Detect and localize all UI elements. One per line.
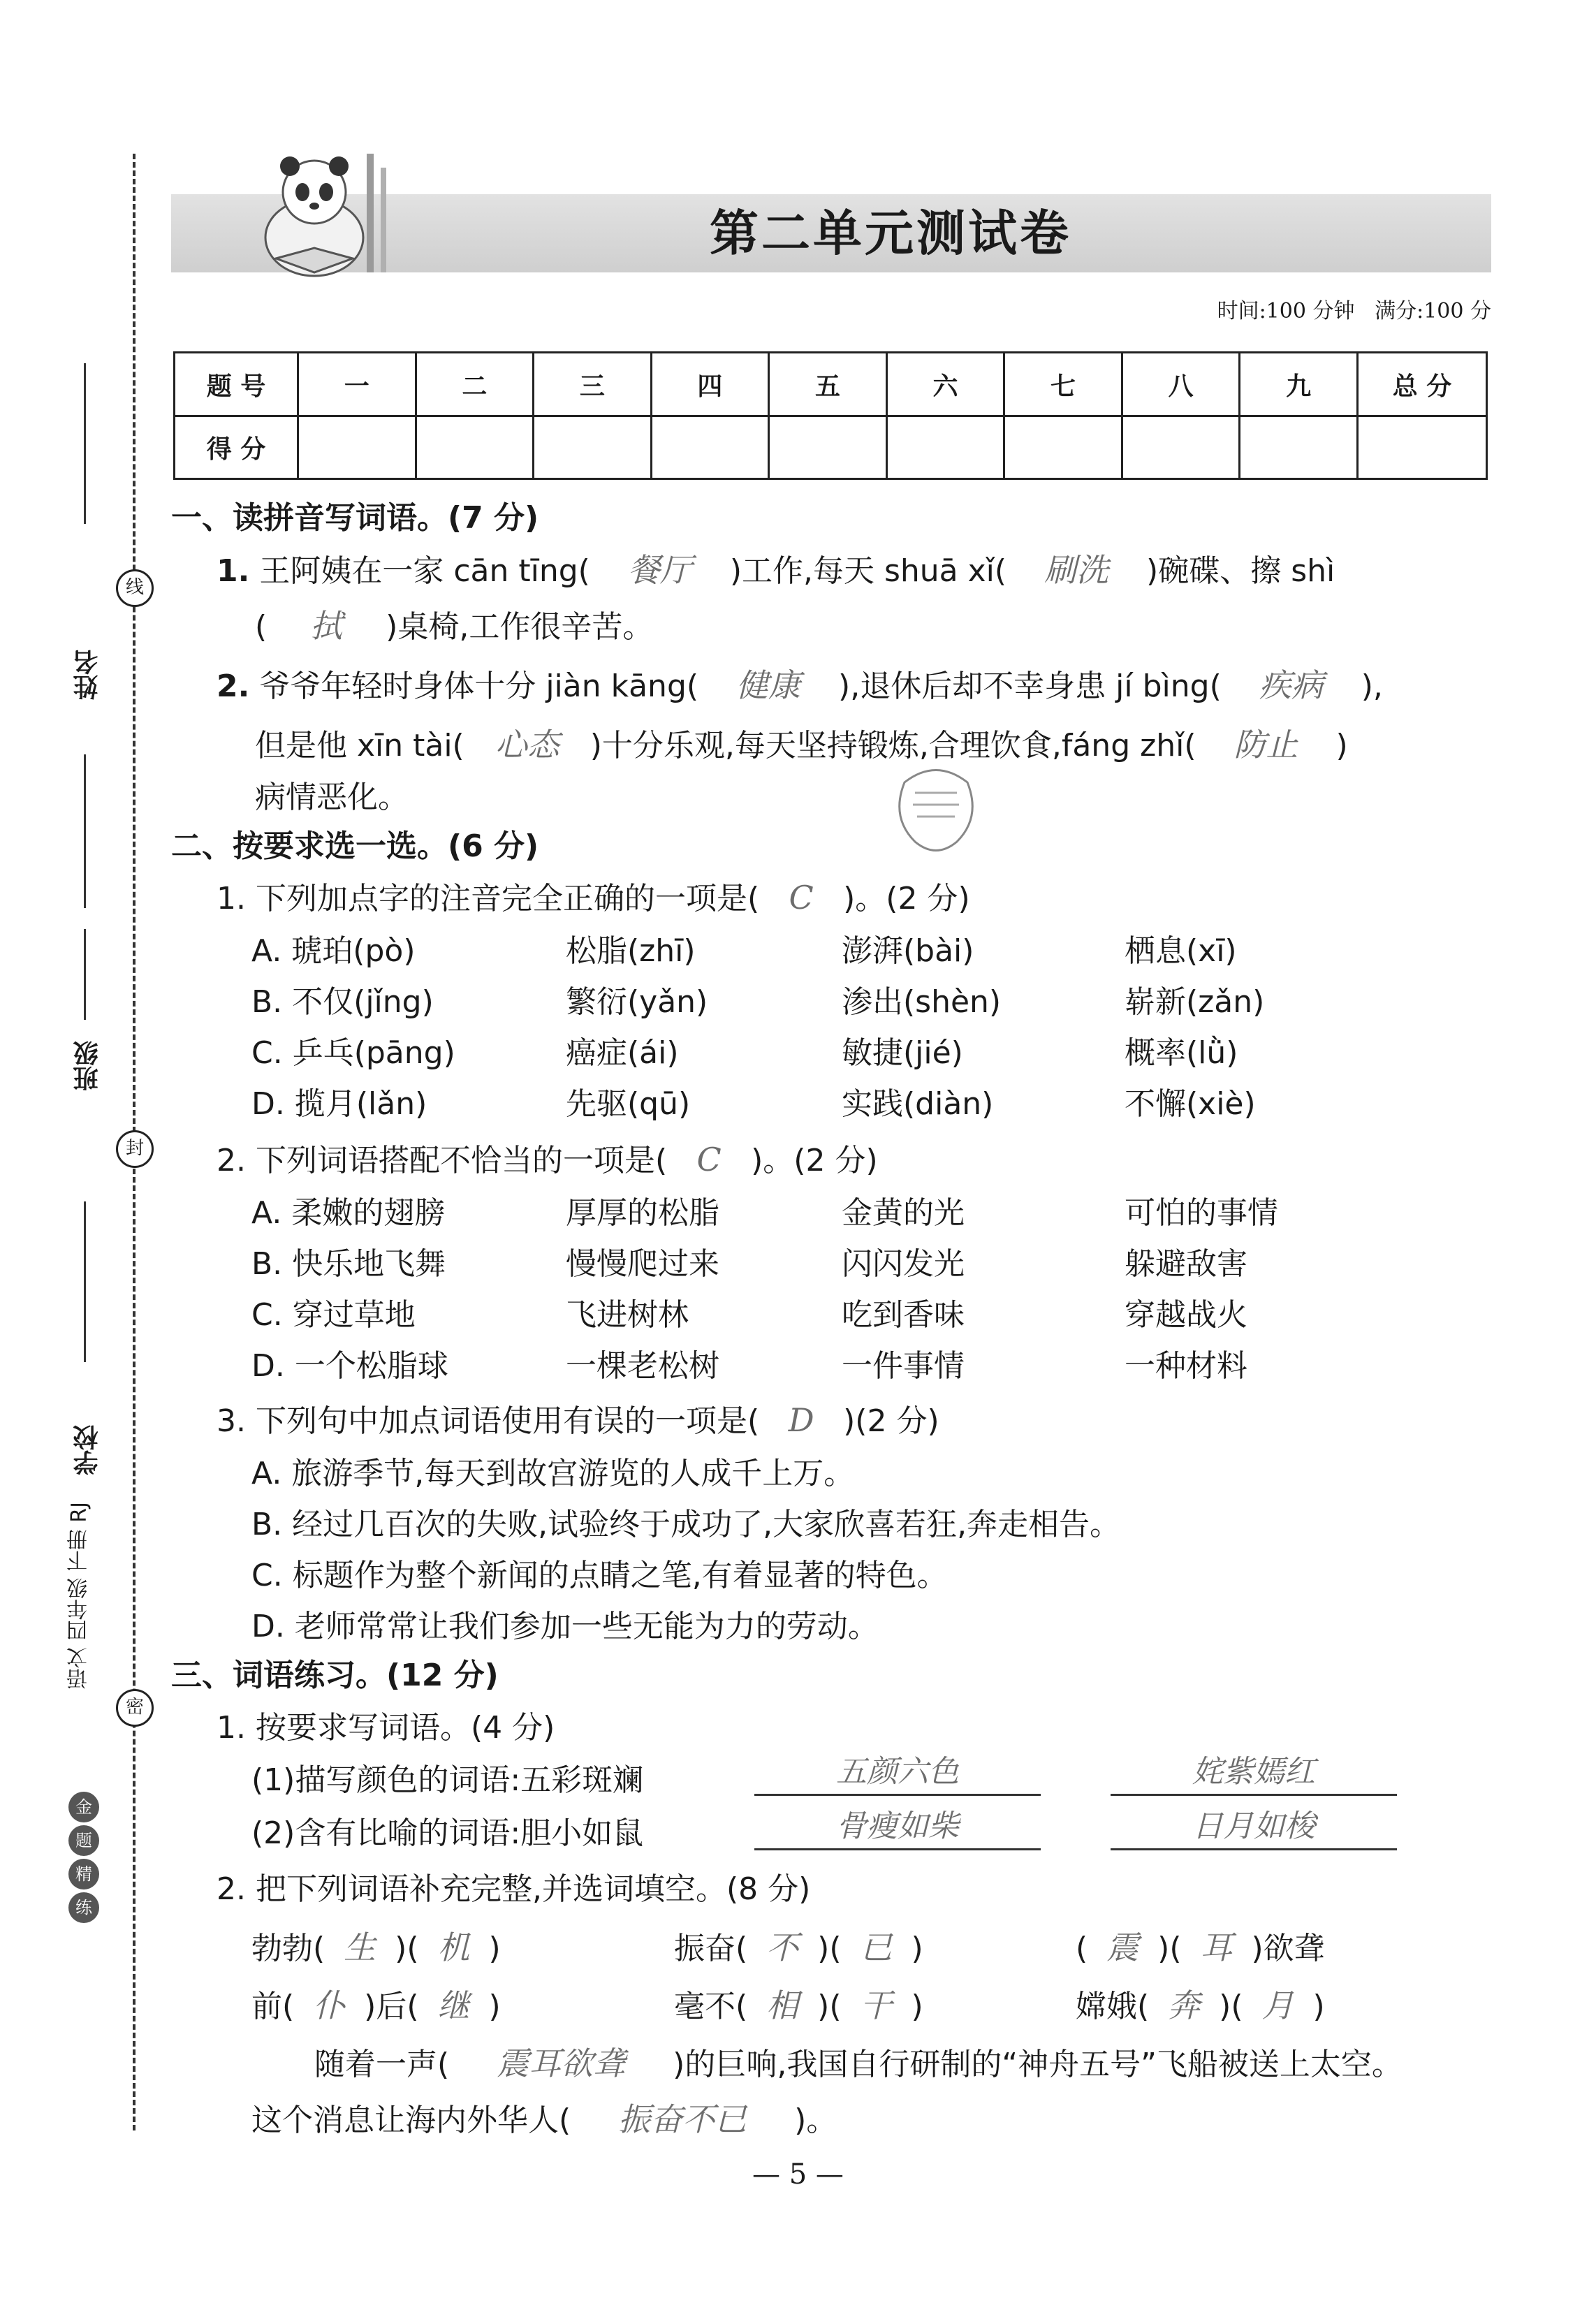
idiom-text: 振奋( <box>674 1931 748 1966</box>
sentence-text: 这个消息让海内外华人( <box>251 2103 571 2138</box>
answer-blank[interactable]: 机 <box>437 1929 470 1966</box>
answer-blank[interactable]: 月 <box>1261 1987 1294 2024</box>
option-cell: 渗出(shèn) <box>842 984 1002 1020</box>
option-cell: 繁衍(yǎn) <box>566 984 708 1020</box>
class-line <box>84 929 86 1020</box>
stamp-icon <box>891 761 981 859</box>
s3-q2-row2b <box>674 1980 923 2026</box>
full-score: 满分:100 分 <box>1375 299 1491 323</box>
option-cell: C. 穿过草地 <box>251 1297 416 1333</box>
score-cell[interactable] <box>1358 416 1487 479</box>
answer-blank[interactable]: 防止 <box>1233 726 1298 763</box>
binding-strip <box>0 0 161 2310</box>
s3-q1-row2-label: (2)含有比喻的词语:胆小如鼠 <box>251 1815 644 1851</box>
score-cell[interactable] <box>1122 416 1240 479</box>
question-number: 2. <box>217 668 250 704</box>
table-header-cell: 五 <box>769 353 887 416</box>
score-cell[interactable] <box>769 416 887 479</box>
s1-q2-line3: 病情恶化。 <box>255 780 409 815</box>
table-header-cell: 三 <box>534 353 652 416</box>
table-header-cell: 二 <box>416 353 534 416</box>
s3-q2-row2 <box>251 1980 501 2026</box>
option-cell: D. 一个松脂球 <box>251 1348 448 1384</box>
answer-underline <box>754 1794 1041 1796</box>
question-text: ), <box>1361 668 1383 704</box>
bind-mark-xian: 线 <box>116 569 154 607</box>
option-cell: 可怕的事情 <box>1125 1195 1278 1231</box>
table-header-cell: 九 <box>1240 353 1358 416</box>
score-table-header <box>175 353 1487 416</box>
name-line <box>84 363 86 524</box>
option-cell: 崭新(zǎn) <box>1125 984 1265 1020</box>
page-number: — 5 — <box>752 2158 844 2191</box>
score-cell[interactable] <box>1004 416 1122 479</box>
answer-blank[interactable]: 耳 <box>1200 1929 1233 1966</box>
name-label: 姓名 <box>73 650 102 700</box>
option-cell: 闪闪发光 <box>842 1246 965 1282</box>
score-cell[interactable] <box>416 416 534 479</box>
answer-blank[interactable]: 刷洗 <box>1044 551 1109 589</box>
option-cell: 不懈(xiè) <box>1125 1086 1256 1122</box>
s1-q2-line1 <box>217 660 1383 706</box>
answer-blank[interactable]: 振奋不已 <box>618 2100 747 2138</box>
section1-title: 一、读拼音写词语。(7 分) <box>171 500 539 536</box>
question-text: )碗碟、擦 shì <box>1146 553 1335 589</box>
answer-blank[interactable]: 已 <box>860 1929 893 1966</box>
s2-q3-option: C. 标题作为整个新闻的点睛之笔,有着显著的特色。 <box>251 1558 948 1593</box>
idiom-text: )( <box>817 1989 842 2024</box>
class-line-top <box>84 754 86 908</box>
option-cell: 实践(diàn) <box>842 1086 994 1122</box>
table-header-cell: 总 分 <box>1358 353 1487 416</box>
answer-blank[interactable]: 拭 <box>310 607 343 645</box>
s2-q3-option: D. 老师常常让我们参加一些无能为力的劳动。 <box>251 1609 879 1644</box>
question-text: 王阿姨在一家 cān tīng( <box>259 553 590 589</box>
question-text: )十分乐观,每天坚持锻炼,合理饮食,fáng zhǐ( <box>590 728 1196 763</box>
answer-blank[interactable]: 奔 <box>1168 1987 1201 2024</box>
idiom-text: )后( <box>364 1989 419 2024</box>
question-text: )工作,每天 shuā xǐ( <box>729 553 1007 589</box>
score-row-label: 得 分 <box>175 416 298 479</box>
table-header-cell: 四 <box>651 353 769 416</box>
s3-q2-sentence2 <box>251 2094 837 2140</box>
option-cell: 癌症(ái) <box>566 1035 679 1071</box>
answer-blank[interactable]: 不 <box>766 1929 799 1966</box>
idiom-text: )( <box>1157 1931 1182 1966</box>
option-cell: 慢慢爬过来 <box>566 1246 719 1282</box>
answer-blank[interactable]: 姹紫嫣红 <box>1192 1754 1315 1790</box>
answer-blank[interactable]: 健康 <box>736 666 801 704</box>
answer-blank[interactable]: C <box>696 1141 722 1178</box>
answer-blank[interactable]: 震 <box>1106 1929 1139 1966</box>
answer-blank[interactable]: 仆 <box>313 1987 346 2024</box>
option-cell: 飞进树林 <box>566 1297 689 1333</box>
option-cell: 先驱(qū) <box>566 1086 691 1122</box>
bind-mark-feng: 封 <box>116 1130 154 1168</box>
table-header-cell: 七 <box>1004 353 1122 416</box>
answer-blank[interactable]: 餐厅 <box>627 551 692 589</box>
s3-q2-row2c <box>1076 1980 1325 2026</box>
option-cell: 一棵老松树 <box>566 1348 719 1384</box>
question-number: 1. <box>217 553 250 589</box>
question-text: ) <box>1335 728 1348 763</box>
table-header-cell: 一 <box>298 353 416 416</box>
option-cell: D. 揽月(lǎn) <box>251 1086 427 1122</box>
question-text: 爷爷年轻时身体十分 jiàn kāng( <box>259 668 699 704</box>
answer-blank[interactable]: D <box>788 1401 814 1439</box>
score-table <box>173 351 1488 480</box>
idiom-text: ) <box>488 1931 501 1966</box>
s2-q2-stem <box>217 1135 878 1180</box>
idiom-text: ) <box>1312 1989 1325 2024</box>
answer-blank[interactable]: 心态 <box>495 726 559 763</box>
answer-underline <box>754 1848 1041 1850</box>
brand-badge: 金 <box>68 1792 99 1822</box>
question-text: 2. 下列词语搭配不恰当的一项是( <box>217 1143 668 1178</box>
s3-q2-row1 <box>251 1922 501 1968</box>
section2-title: 二、按要求选一选。(6 分) <box>171 828 539 864</box>
idiom-text: ) <box>488 1989 501 2024</box>
brand-badge: 精 <box>68 1859 99 1889</box>
option-cell: A. 琥珀(pò) <box>251 933 416 969</box>
sentence-text: )的巨响,我国自行研制的“神舟五号”飞船被送上太空。 <box>673 2047 1403 2082</box>
answer-blank[interactable]: 骨瘦如柴 <box>836 1808 959 1844</box>
table-header-cell: 八 <box>1122 353 1240 416</box>
answer-blank[interactable]: 干 <box>860 1987 893 2024</box>
exam-meta <box>1217 293 1491 324</box>
option-cell: 金黄的光 <box>842 1195 965 1231</box>
question-text: ),退休后却不幸身患 jí bìng( <box>838 668 1222 704</box>
s2-q3-option: B. 经过几百次的失败,试验终于成功了,大家欣喜若狂,奔走相告。 <box>251 1507 1121 1542</box>
sentence-text: 随着一声( <box>314 2047 450 2082</box>
option-cell: 澎湃(bài) <box>842 933 974 969</box>
idiom-text: )( <box>395 1931 419 1966</box>
class-label: 班级 <box>73 1041 102 1091</box>
school-line <box>84 1201 86 1362</box>
table-header-cell: 题 号 <box>175 353 298 416</box>
question-text: 3. 下列句中加点词语使用有误的一项是( <box>217 1403 760 1439</box>
option-cell: 概率(lǜ) <box>1125 1035 1238 1071</box>
s3-q2-row1c <box>1076 1922 1325 1968</box>
question-text: 但是他 xīn tài( <box>255 728 464 763</box>
idiom-text: ) <box>911 1989 923 2024</box>
idiom-text: )欲聋 <box>1251 1931 1325 1966</box>
idiom-text: 勃勃( <box>251 1931 325 1966</box>
s3-q2-row1b <box>674 1922 923 1968</box>
s3-q2-sentence1 <box>314 2038 1403 2084</box>
s1-q1-line1 <box>217 545 1335 591</box>
question-text: 1. 下列加点字的注音完全正确的一项是( <box>217 881 760 916</box>
option-cell: B. 快乐地飞舞 <box>251 1246 446 1282</box>
score-table-row <box>175 416 1487 479</box>
s2-q3-stem <box>217 1396 939 1440</box>
idiom-text: )( <box>817 1931 842 1966</box>
idiom-text: 前( <box>251 1989 295 2024</box>
question-text: )(2 分) <box>843 1403 939 1439</box>
s2-q3-option: A. 旅游季节,每天到故宫游览的人成千上万。 <box>251 1456 855 1491</box>
option-cell: 厚厚的松脂 <box>566 1195 719 1231</box>
s3-q2-stem: 2. 把下列词语补充完整,并选词填空。(8 分) <box>217 1871 811 1907</box>
option-cell: 敏捷(jié) <box>842 1035 963 1071</box>
score-cell[interactable] <box>298 416 416 479</box>
idiom-text: ( <box>1076 1931 1088 1966</box>
score-cell[interactable] <box>1240 416 1358 479</box>
bind-mark-mi: 密 <box>116 1689 154 1727</box>
question-text: )桌椅,工作很辛苦。 <box>386 609 654 645</box>
answer-blank[interactable]: 疾病 <box>1259 666 1324 704</box>
answer-blank[interactable]: 日月如梭 <box>1192 1808 1315 1844</box>
brand-badge: 题 <box>68 1825 99 1856</box>
s1-q2-line2 <box>255 719 1348 766</box>
option-cell: 松脂(zhī) <box>566 933 696 969</box>
answer-underline <box>1111 1794 1397 1796</box>
idiom-text: 嫦娥( <box>1076 1989 1150 2024</box>
answer-underline <box>1111 1848 1397 1850</box>
score-cell[interactable] <box>651 416 769 479</box>
option-cell: 吃到香味 <box>842 1297 965 1333</box>
s2-q1-stem <box>217 873 970 918</box>
question-text: )。(2 分) <box>843 881 970 916</box>
school-label: 学校 <box>73 1425 102 1475</box>
question-text: )。(2 分) <box>751 1143 878 1178</box>
option-cell: A. 柔嫩的翅膀 <box>251 1195 446 1231</box>
table-header-cell: 六 <box>886 353 1004 416</box>
time-limit: 时间:100 分钟 <box>1217 299 1355 323</box>
answer-blank[interactable]: 震耳欲聋 <box>497 2045 626 2082</box>
score-cell[interactable] <box>534 416 652 479</box>
option-cell: 栖息(xī) <box>1125 933 1237 969</box>
answer-blank[interactable]: 五颜六色 <box>836 1754 959 1790</box>
answer-blank[interactable]: 相 <box>766 1987 799 2024</box>
brand-text: 语文 四年级 下册 RJ <box>67 1502 91 1690</box>
option-cell: 穿越战火 <box>1125 1297 1247 1333</box>
idiom-text: ) <box>911 1931 923 1966</box>
option-cell: C. 乒乓(pāng) <box>251 1035 455 1071</box>
option-cell: B. 不仅(jǐng) <box>251 984 434 1020</box>
s3-q1-stem: 1. 按要求写词语。(4 分) <box>217 1710 555 1746</box>
idiom-text: 毫不( <box>674 1989 748 2024</box>
option-cell: 躲避敌害 <box>1125 1246 1247 1282</box>
page-title: 第二单元测试卷 <box>710 205 1071 262</box>
option-cell: 一种材料 <box>1125 1348 1247 1384</box>
answer-blank[interactable]: 继 <box>437 1987 470 2024</box>
answer-blank[interactable]: 生 <box>344 1929 376 1966</box>
answer-blank[interactable]: C <box>789 879 814 916</box>
s1-q1-line2 <box>255 601 653 647</box>
s3-q1-row1-label: (1)描写颜色的词语:五彩斑斓 <box>251 1762 644 1798</box>
idiom-text: )( <box>1219 1989 1243 2024</box>
sentence-text: )。 <box>794 2103 837 2138</box>
brand-logo <box>68 1792 99 1926</box>
option-cell: 一件事情 <box>842 1348 965 1384</box>
section3-title: 三、词语练习。(12 分) <box>171 1658 499 1693</box>
question-text: ( <box>255 609 268 645</box>
score-cell[interactable] <box>886 416 1004 479</box>
brand-badge: 练 <box>68 1892 99 1923</box>
